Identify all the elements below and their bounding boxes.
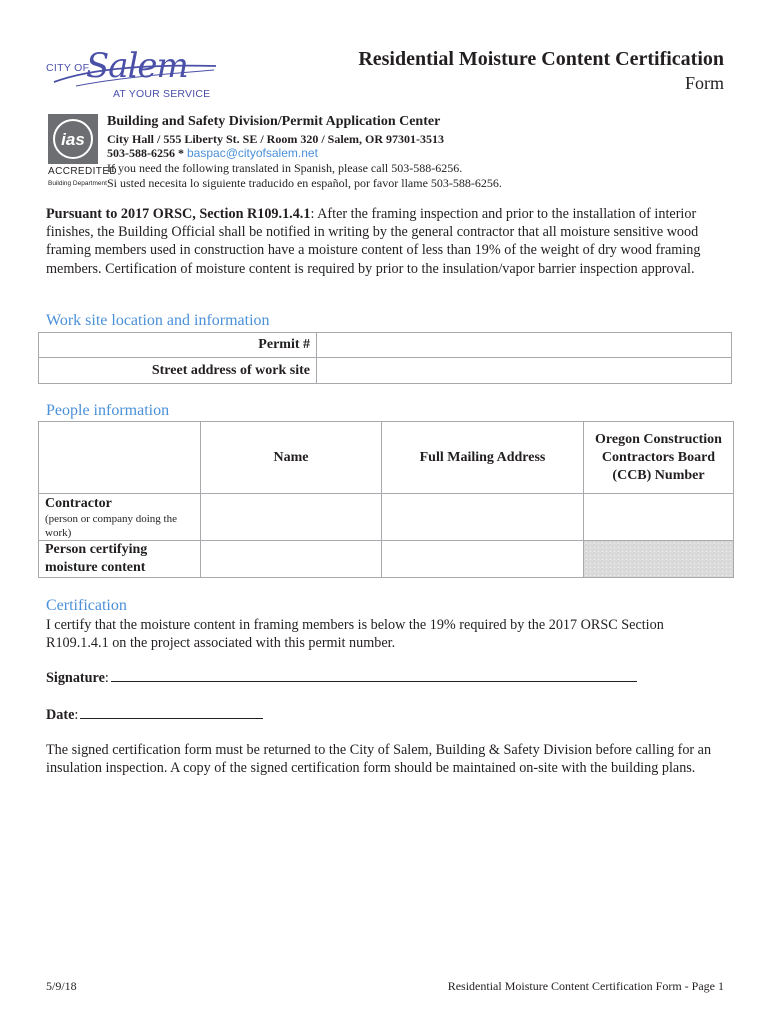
date-row: Date: — [46, 706, 263, 724]
translation-note-en: If you need the following translated in Spanish, please call 503-588-6256. — [107, 161, 463, 175]
office-phone-line — [107, 146, 318, 161]
signature-label: Signature — [46, 670, 105, 686]
work-site-table — [38, 332, 732, 384]
people-header-blank — [39, 422, 201, 494]
certifier-label: Person certifying moisture content — [39, 541, 201, 578]
street-address-label: Street address of work site — [39, 358, 317, 384]
certifier-address-input[interactable] — [382, 541, 584, 578]
page-subtitle: Form — [684, 73, 724, 93]
contractor-ccb-input[interactable] — [584, 494, 734, 541]
certifier-name-input[interactable] — [201, 541, 382, 578]
translation-note-es: Si usted necesita lo siguiente traducido en español, por favor llame 503-588-6256. — [107, 176, 502, 190]
badge-mark: ias — [61, 130, 85, 149]
badge-accredited: ACCREDITED — [48, 166, 118, 177]
contractor-name-input[interactable] — [201, 494, 382, 541]
logo-at-your-service: AT YOUR SERVICE — [113, 88, 211, 100]
certification-heading: Certification — [46, 597, 127, 614]
col-address-header: Full Mailing Address — [382, 422, 584, 494]
date-label: Date — [46, 707, 75, 723]
office-phone: 503-588-6256 * — [107, 146, 184, 160]
email-link[interactable]: baspac@cityofsalem.net — [187, 146, 318, 160]
intro-lead: Pursuant to 2017 ORSC, Section R109.1.4.1 — [46, 206, 311, 222]
division-name: Building and Safety Division/Permit Application Center — [107, 114, 441, 129]
city-of-salem-logo — [46, 46, 221, 104]
work-site-heading: Work site location and information — [46, 312, 270, 329]
people-table — [38, 421, 734, 578]
logo-salem: Salem — [86, 46, 188, 86]
certifier-ccb-shaded — [584, 541, 734, 578]
col-name-header: Name — [201, 422, 382, 494]
intro-paragraph — [46, 205, 730, 278]
people-heading: People information — [46, 402, 170, 419]
badge-department: Building Department — [48, 180, 107, 187]
date-field[interactable] — [80, 706, 263, 719]
contractor-label-cell — [39, 494, 201, 541]
contractor-address-input[interactable] — [382, 494, 584, 541]
ias-accreditation-icon — [48, 114, 98, 164]
footer-date: 5/9/18 — [46, 979, 77, 993]
footer-page: Residential Moisture Content Certification Form - Page 1 — [447, 979, 724, 993]
page-title: Residential Moisture Content Certification — [358, 48, 724, 70]
contractor-label: Contractor — [45, 496, 112, 511]
contractor-note: (person or company doing the work) — [45, 513, 177, 539]
logo-city-of: CITY OF — [46, 62, 90, 74]
permit-input[interactable] — [317, 333, 732, 358]
street-address-input[interactable] — [317, 358, 732, 384]
office-address: City Hall / 555 Liberty St. SE / Room 320 / Salem, OR 97301-3513 — [107, 132, 444, 146]
signature-field[interactable] — [111, 669, 637, 682]
permit-label: Permit # — [39, 333, 317, 358]
col-ccb-header: Oregon Construction Contractors Board (CCB) Number — [584, 422, 734, 494]
closing-paragraph: The signed certification form must be returned to the City of Salem, Building & Safety Division before calling for an insulation inspection. A copy of the signed certification form should be maintained on-site with the building plans. — [46, 742, 712, 777]
signature-row: Signature: — [46, 669, 637, 687]
certification-statement: I certify that the moisture content in framing members is below the 19% required by the 2017 ORSC Section R109.1.4.1 on the project associated with this permit number. — [46, 617, 664, 652]
intro-body: : After the framing inspection and prior to the installation of interior finishes, the Building Official shall be notified in writing by the general contractor that all moisture sensitive wood framing members used in construction have a moisture content of less than 19% of the weight of dry wood framing members. Certification of moisture content is required by prior to the insulation/vapor barrier inspection approval. — [46, 206, 701, 277]
